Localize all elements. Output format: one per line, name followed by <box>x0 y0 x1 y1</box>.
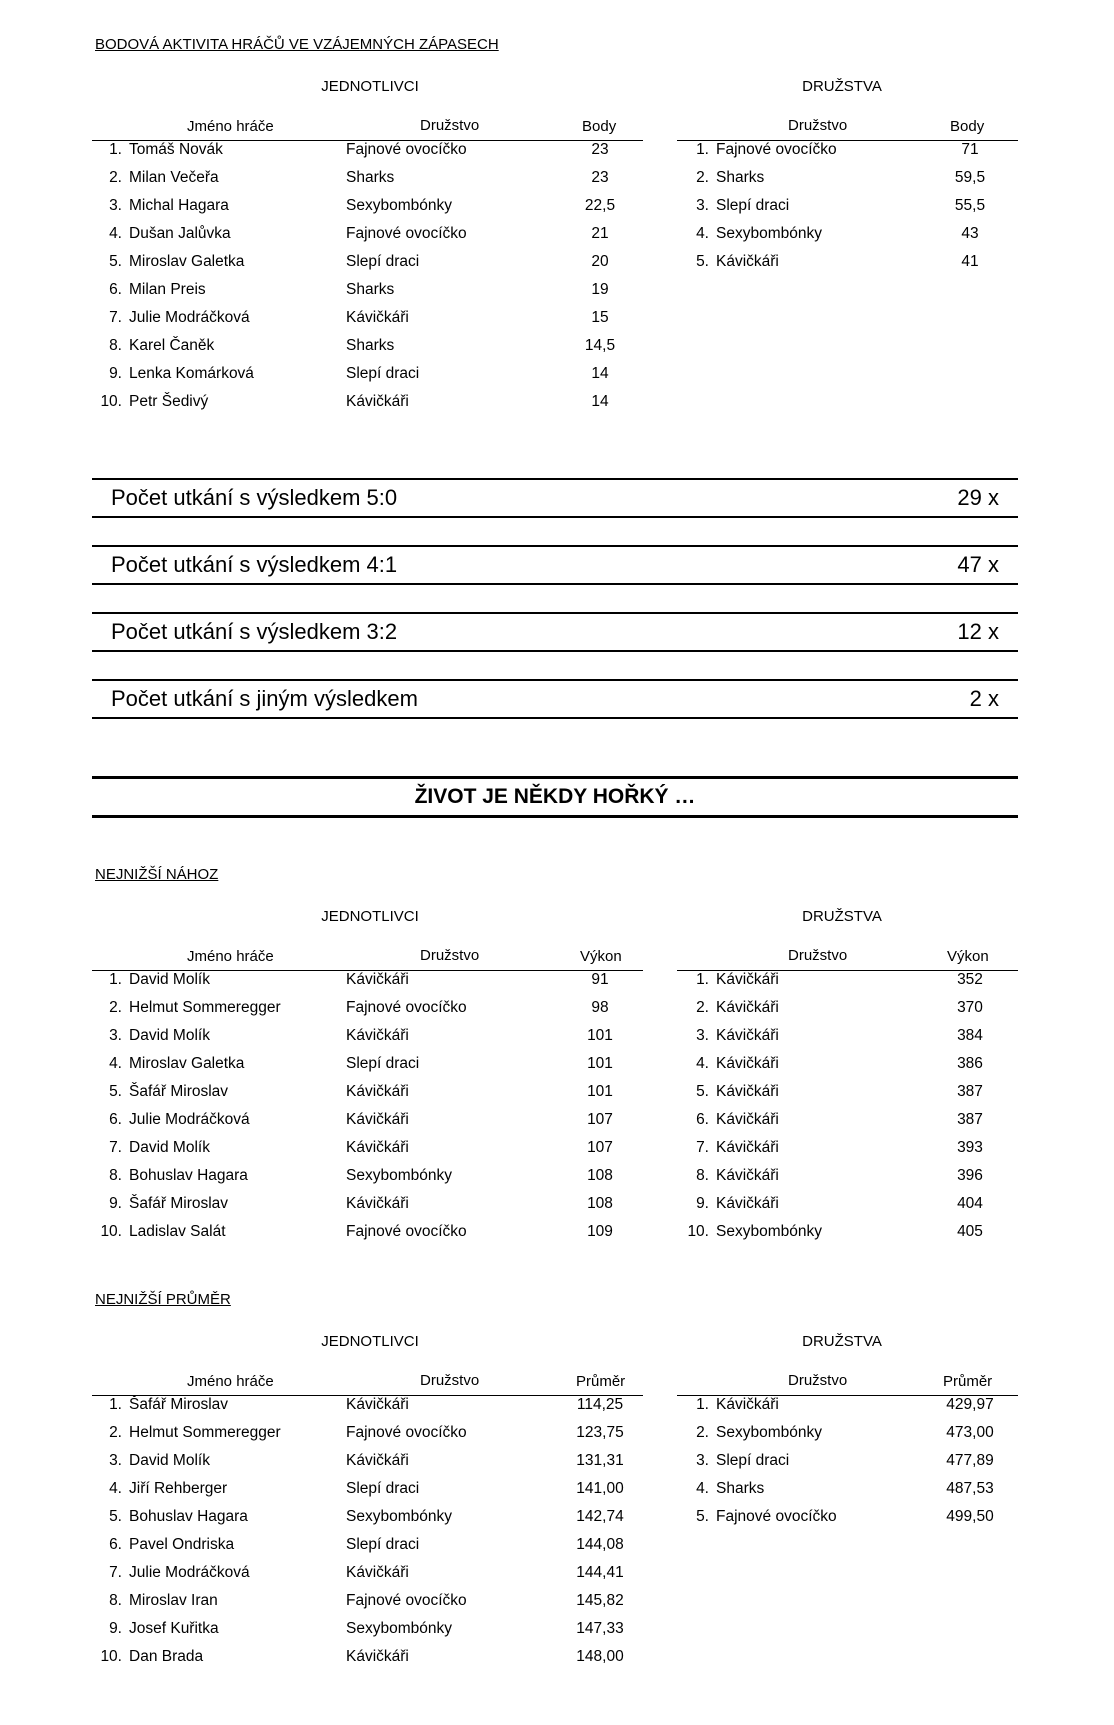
value-cell: 98 <box>591 999 609 1016</box>
rank-cell: 9. <box>109 365 122 382</box>
rank-cell: 9. <box>109 1195 122 1212</box>
rank-cell: 10. <box>687 1223 709 1240</box>
team-cell: Sexybombónky <box>716 1223 822 1240</box>
value-cell: 19 <box>591 281 609 298</box>
rank-cell: 2. <box>696 999 709 1016</box>
individuals-heading: JEDNOTLIVCI <box>321 1333 419 1350</box>
rank-cell: 1. <box>696 141 709 158</box>
team-cell: Sexybombónky <box>346 197 452 214</box>
value-cell: 23 <box>591 141 609 158</box>
team-cell: Kávičkáři <box>346 1083 409 1100</box>
stat-count: 47 x <box>957 552 999 577</box>
player-name-cell: Milan Preis <box>129 281 206 298</box>
value-cell: 386 <box>957 1055 983 1072</box>
rank-cell: 5. <box>109 1083 122 1100</box>
team-cell: Kávičkáři <box>716 999 779 1016</box>
column-header-team: Družstvo <box>420 117 480 134</box>
value-cell: 107 <box>587 1111 613 1128</box>
rank-cell: 4. <box>109 1480 122 1497</box>
rank-cell: 2. <box>109 1424 122 1441</box>
rank-cell: 8. <box>109 1592 122 1609</box>
team-cell: Fajnové ovocíčko <box>346 1592 467 1609</box>
section-title-lowest-average: NEJNIŽŠÍ PRŮMĚR <box>95 1291 231 1308</box>
rank-cell: 8. <box>696 1167 709 1184</box>
rank-cell: 5. <box>109 253 122 270</box>
value-cell: 142,74 <box>576 1508 624 1525</box>
rank-cell: 1. <box>109 1396 122 1413</box>
section-title-lowest-throw: NEJNIŽŠÍ NÁHOZ <box>95 866 219 883</box>
value-cell: 109 <box>587 1223 613 1240</box>
team-cell: Fajnové ovocíčko <box>346 999 467 1016</box>
value-cell: 55,5 <box>954 197 986 214</box>
teams-heading: DRUŽSTVA <box>802 908 882 925</box>
player-name-cell: David Molík <box>129 1027 210 1044</box>
stat-count: 29 x <box>957 485 999 510</box>
teams-heading: DRUŽSTVA <box>802 1333 882 1350</box>
rank-cell: 8. <box>109 337 122 354</box>
value-cell: 141,00 <box>576 1480 624 1497</box>
player-name-cell: Dušan Jalůvka <box>129 225 231 242</box>
value-cell: 101 <box>587 1055 613 1072</box>
team-cell: Kávičkáři <box>716 1055 779 1072</box>
value-cell: 108 <box>587 1167 613 1184</box>
rank-cell: 4. <box>109 1055 122 1072</box>
value-cell: 101 <box>587 1027 613 1044</box>
player-name-cell: Josef Kuřitka <box>129 1620 219 1637</box>
value-cell: 148,00 <box>576 1648 624 1665</box>
value-cell: 71 <box>961 141 979 158</box>
rank-cell: 1. <box>696 971 709 988</box>
player-name-cell: Julie Modráčková <box>129 1564 250 1581</box>
player-name-cell: Šafář Miroslav <box>129 1195 229 1212</box>
value-cell: 14 <box>591 393 609 410</box>
value-cell: 59,5 <box>954 169 986 186</box>
value-cell: 131,31 <box>576 1452 624 1469</box>
player-name-cell: Tomáš Novák <box>129 141 223 158</box>
team-cell: Sexybombónky <box>346 1508 452 1525</box>
rank-cell: 5. <box>696 1508 709 1525</box>
player-name-cell: Miroslav Galetka <box>129 1055 245 1072</box>
player-name-cell: David Molík <box>129 971 210 988</box>
rank-cell: 3. <box>696 197 709 214</box>
column-header-team: Družstvo <box>420 1372 480 1389</box>
team-cell: Slepí draci <box>346 1536 420 1553</box>
team-cell: Sharks <box>346 337 395 354</box>
team-cell: Slepí draci <box>716 1452 790 1469</box>
stat-label: Počet utkání s výsledkem 4:1 <box>111 552 398 577</box>
player-name-cell: Helmut Sommeregger <box>129 1424 281 1441</box>
value-cell: 22,5 <box>584 197 616 214</box>
team-cell: Slepí draci <box>346 1480 420 1497</box>
rank-cell: 1. <box>109 141 122 158</box>
rank-cell: 7. <box>109 1139 122 1156</box>
rank-cell: 2. <box>109 999 122 1016</box>
column-header-team: Družstvo <box>420 947 480 964</box>
team-cell: Kávičkáři <box>346 1111 409 1128</box>
team-cell: Sexybombónky <box>716 225 822 242</box>
stat-row-3-2 <box>92 612 1018 652</box>
value-cell: 14,5 <box>584 337 616 354</box>
rank-cell: 10. <box>100 1648 122 1665</box>
stat-row-other <box>92 679 1018 719</box>
column-header-value: Výkon <box>580 948 622 965</box>
value-cell: 15 <box>591 309 609 326</box>
player-name-cell: David Molík <box>129 1452 210 1469</box>
team-cell: Sharks <box>346 169 395 186</box>
value-cell: 387 <box>957 1083 983 1100</box>
value-cell: 14 <box>591 365 609 382</box>
value-cell: 352 <box>957 971 983 988</box>
team-cell: Kávičkáři <box>716 1195 779 1212</box>
team-cell: Slepí draci <box>716 197 790 214</box>
rank-cell: 10. <box>100 393 122 410</box>
value-cell: 21 <box>591 225 609 242</box>
value-cell: 108 <box>587 1195 613 1212</box>
rank-cell: 5. <box>696 253 709 270</box>
player-name-cell: Bohuslav Hagara <box>129 1167 248 1184</box>
rank-cell: 10. <box>100 1223 122 1240</box>
rank-cell: 4. <box>696 225 709 242</box>
value-cell: 405 <box>957 1223 983 1240</box>
player-name-cell: Dan Brada <box>129 1648 204 1665</box>
column-header-team: Družstvo <box>788 1372 848 1389</box>
value-cell: 144,41 <box>576 1564 624 1581</box>
player-name-cell: Julie Modráčková <box>129 309 250 326</box>
stat-label: Počet utkání s jiným výsledkem <box>111 686 418 711</box>
rank-cell: 3. <box>109 1452 122 1469</box>
team-cell: Sexybombónky <box>716 1424 822 1441</box>
team-cell: Fajnové ovocíčko <box>346 1424 467 1441</box>
rank-cell: 4. <box>696 1480 709 1497</box>
section-title-point-activity: BODOVÁ AKTIVITA HRÁČŮ VE VZÁJEMNÝCH ZÁPASECH <box>95 36 499 53</box>
rank-cell: 8. <box>109 1167 122 1184</box>
rank-cell: 3. <box>109 1027 122 1044</box>
teams-heading: DRUŽSTVA <box>802 78 882 95</box>
player-name-cell: Šafář Miroslav <box>129 1083 229 1100</box>
rank-cell: 6. <box>109 1111 122 1128</box>
rank-cell: 3. <box>109 197 122 214</box>
player-name-cell: Helmut Sommeregger <box>129 999 281 1016</box>
stat-row-5-0 <box>92 478 1018 518</box>
team-cell: Kávičkáři <box>346 1396 409 1413</box>
rank-cell: 6. <box>696 1111 709 1128</box>
column-header-value: Průměr <box>576 1373 626 1390</box>
team-cell: Kávičkáři <box>716 1027 779 1044</box>
value-cell: 43 <box>961 225 979 242</box>
rank-cell: 5. <box>696 1083 709 1100</box>
team-cell: Kávičkáři <box>716 1111 779 1128</box>
column-header-player: Jméno hráče <box>187 948 274 965</box>
player-name-cell: David Molík <box>129 1139 210 1156</box>
team-cell: Fajnové ovocíčko <box>346 225 467 242</box>
value-cell: 107 <box>587 1139 613 1156</box>
rank-cell: 7. <box>109 309 122 326</box>
value-cell: 473,00 <box>946 1424 994 1441</box>
player-name-cell: Karel Čaněk <box>129 337 215 354</box>
team-cell: Kávičkáři <box>716 1083 779 1100</box>
team-cell: Kávičkáři <box>716 971 779 988</box>
rank-cell: 9. <box>696 1195 709 1212</box>
rank-cell: 6. <box>109 1536 122 1553</box>
team-cell: Fajnové ovocíčko <box>346 141 467 158</box>
rank-cell: 9. <box>109 1620 122 1637</box>
team-cell: Fajnové ovocíčko <box>346 1223 467 1240</box>
value-cell: 404 <box>957 1195 983 1212</box>
value-cell: 23 <box>591 169 609 186</box>
team-cell: Slepí draci <box>346 253 420 270</box>
team-cell: Kávičkáři <box>346 1027 409 1044</box>
player-name-cell: Jiří Rehberger <box>129 1480 228 1497</box>
team-cell: Sexybombónky <box>346 1167 452 1184</box>
player-name-cell: Bohuslav Hagara <box>129 1508 248 1525</box>
stat-label: Počet utkání s výsledkem 3:2 <box>111 619 398 644</box>
team-cell: Fajnové ovocíčko <box>716 141 837 158</box>
team-cell: Kávičkáři <box>346 393 409 410</box>
value-cell: 396 <box>957 1167 983 1184</box>
team-cell: Kávičkáři <box>346 1648 409 1665</box>
rank-cell: 6. <box>109 281 122 298</box>
value-cell: 41 <box>961 253 979 270</box>
rank-cell: 3. <box>696 1452 709 1469</box>
value-cell: 114,25 <box>576 1396 624 1413</box>
team-cell: Kávičkáři <box>716 1396 779 1413</box>
team-cell: Kávičkáři <box>346 1139 409 1156</box>
player-name-cell: Miroslav Iran <box>129 1592 218 1609</box>
column-header-value: Body <box>582 118 617 135</box>
value-cell: 147,33 <box>576 1620 624 1637</box>
rank-cell: 4. <box>696 1055 709 1072</box>
value-cell: 370 <box>957 999 983 1016</box>
player-name-cell: Julie Modráčková <box>129 1111 250 1128</box>
banner-heading: ŽIVOT JE NĚKDY HOŘKÝ … <box>92 776 1018 818</box>
player-name-cell: Michal Hagara <box>129 197 229 214</box>
team-cell: Fajnové ovocíčko <box>716 1508 837 1525</box>
team-cell: Slepí draci <box>346 1055 420 1072</box>
player-name-cell: Pavel Ondriska <box>129 1536 235 1553</box>
value-cell: 477,89 <box>946 1452 994 1469</box>
rank-cell: 2. <box>696 1424 709 1441</box>
player-name-cell: Milan Večeřa <box>129 169 219 186</box>
value-cell: 123,75 <box>576 1424 624 1441</box>
value-cell: 387 <box>957 1111 983 1128</box>
rank-cell: 3. <box>696 1027 709 1044</box>
value-cell: 487,53 <box>946 1480 994 1497</box>
team-cell: Sharks <box>346 281 395 298</box>
team-cell: Slepí draci <box>346 365 420 382</box>
value-cell: 499,50 <box>946 1508 994 1525</box>
value-cell: 393 <box>957 1139 983 1156</box>
stat-count: 2 x <box>969 686 999 711</box>
player-name-cell: Šafář Miroslav <box>129 1396 229 1413</box>
individuals-heading: JEDNOTLIVCI <box>321 908 419 925</box>
team-cell: Kávičkáři <box>716 1167 779 1184</box>
rank-cell: 2. <box>109 169 122 186</box>
player-name-cell: Miroslav Galetka <box>129 253 245 270</box>
rank-cell: 2. <box>696 169 709 186</box>
value-cell: 101 <box>587 1083 613 1100</box>
value-cell: 91 <box>591 971 609 988</box>
team-cell: Kávičkáři <box>716 1139 779 1156</box>
stat-label: Počet utkání s výsledkem 5:0 <box>111 485 398 510</box>
value-cell: 429,97 <box>946 1396 994 1413</box>
team-cell: Sexybombónky <box>346 1620 452 1637</box>
column-header-value: Výkon <box>947 948 989 965</box>
column-header-player: Jméno hráče <box>187 118 274 135</box>
team-cell: Sharks <box>716 169 765 186</box>
player-name-cell: Ladislav Salát <box>129 1223 226 1240</box>
rank-cell: 5. <box>109 1508 122 1525</box>
value-cell: 384 <box>957 1027 983 1044</box>
rank-cell: 1. <box>109 971 122 988</box>
team-cell: Sharks <box>716 1480 765 1497</box>
team-cell: Kávičkáři <box>346 1452 409 1469</box>
column-header-value: Body <box>950 118 985 135</box>
value-cell: 20 <box>591 253 609 270</box>
team-cell: Kávičkáři <box>716 253 779 270</box>
stat-count: 12 x <box>957 619 999 644</box>
rank-cell: 7. <box>696 1139 709 1156</box>
rank-cell: 7. <box>109 1564 122 1581</box>
column-header-value: Průměr <box>943 1373 993 1390</box>
player-name-cell: Petr Šedivý <box>129 393 209 410</box>
team-cell: Kávičkáři <box>346 309 409 326</box>
team-cell: Kávičkáři <box>346 1195 409 1212</box>
column-header-player: Jméno hráče <box>187 1373 274 1390</box>
individuals-heading: JEDNOTLIVCI <box>321 78 419 95</box>
team-cell: Kávičkáři <box>346 1564 409 1581</box>
team-cell: Kávičkáři <box>346 971 409 988</box>
rank-cell: 4. <box>109 225 122 242</box>
column-header-team: Družstvo <box>788 947 848 964</box>
stat-row-4-1 <box>92 545 1018 585</box>
column-header-team: Družstvo <box>788 117 848 134</box>
value-cell: 144,08 <box>576 1536 624 1553</box>
player-name-cell: Lenka Komárková <box>129 365 254 382</box>
value-cell: 145,82 <box>576 1592 624 1609</box>
rank-cell: 1. <box>696 1396 709 1413</box>
